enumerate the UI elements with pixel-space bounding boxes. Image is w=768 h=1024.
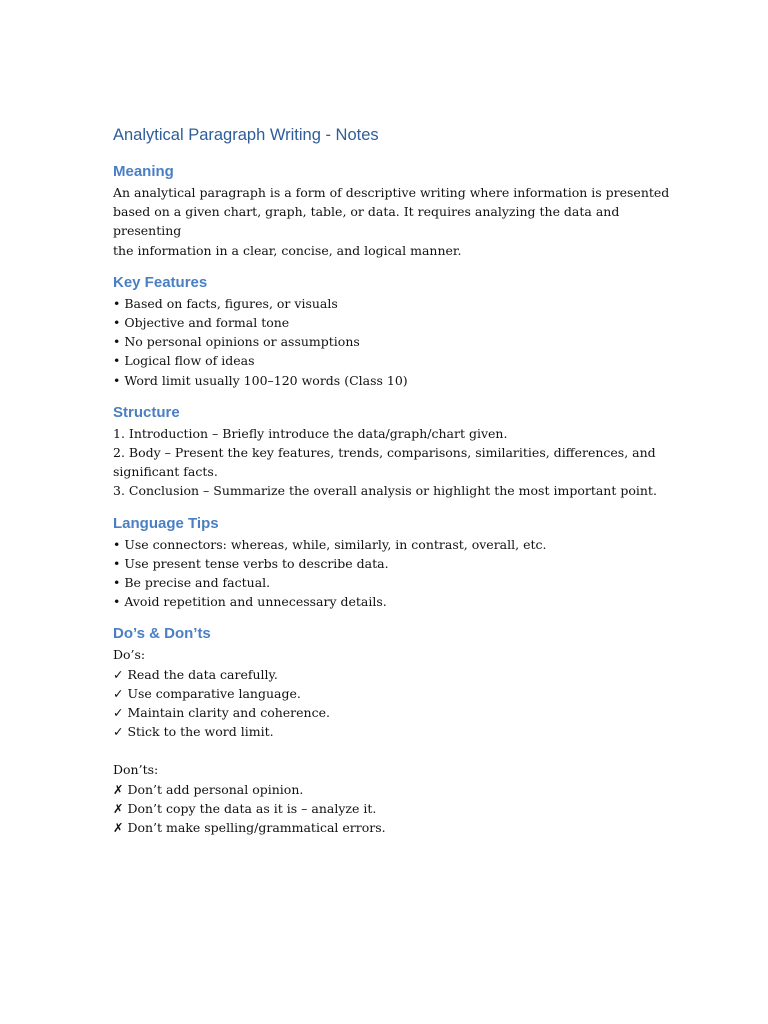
- donts-label: Don’ts:: [113, 762, 159, 778]
- language-tips-list: [113, 535, 673, 612]
- heading-key-features: Key Features: [113, 273, 208, 291]
- meaning-line: the information in a clear, concise, and logical manner.: [113, 242, 462, 258]
- list-item: • Logical flow of ideas: [113, 353, 255, 369]
- list-item: • Use present tense verbs to describe data.: [113, 555, 389, 571]
- meaning-line: An analytical paragraph is a form of descriptive writing where information is presented: [113, 185, 670, 200]
- list-item: • Objective and formal tone: [113, 315, 290, 331]
- section-dos-donts: [113, 623, 673, 837]
- document-content: [113, 124, 673, 849]
- heading-structure: Structure: [113, 403, 180, 421]
- dont-item: ✗ Don’t make spelling/grammatical errors.: [113, 820, 386, 836]
- do-item: ✓ Use comparative language.: [113, 685, 301, 701]
- structure-line: 3. Conclusion – Summarize the overall analysis or highlight the most important point.: [113, 483, 657, 499]
- heading-language-tips: Language Tips: [113, 514, 219, 532]
- dos-list: [113, 665, 673, 742]
- heading-meaning: Meaning: [113, 163, 174, 180]
- list-item: • Use connectors: whereas, while, similarly, in contrast, overall, etc.: [113, 536, 547, 552]
- donts-list: [113, 780, 673, 838]
- dos-label: Do’s:: [113, 647, 146, 663]
- dont-item: ✗ Don’t add personal opinion.: [113, 781, 304, 797]
- meaning-line: based on a given chart, graph, table, or data. It requires analyzing the data and presenting: [113, 204, 620, 239]
- do-item: ✓ Maintain clarity and coherence.: [113, 705, 330, 721]
- heading-dos-donts: Do’s & Don’ts: [113, 625, 211, 643]
- list-item: • Avoid repetition and unnecessary details.: [113, 594, 387, 610]
- list-item: • Word limit usually 100–120 words (Class 10): [113, 372, 408, 388]
- section-meaning: [113, 161, 673, 260]
- key-features-list: [113, 294, 673, 390]
- page-title: Analytical Paragraph Writing - Notes: [113, 126, 379, 144]
- do-item: ✓ Stick to the word limit.: [113, 724, 274, 740]
- section-language-tips: [113, 513, 673, 612]
- structure-line: 1. Introduction – Briefly introduce the data/graph/chart given.: [113, 425, 508, 441]
- structure-line: 2. Body – Present the key features, trends, comparisons, similarities, differences, and: [113, 445, 656, 461]
- structure-line: significant facts.: [113, 464, 218, 480]
- do-item: ✓ Read the data carefully.: [113, 666, 278, 682]
- list-item: • Be precise and factual.: [113, 575, 271, 591]
- list-item: • No personal opinions or assumptions: [113, 334, 360, 350]
- list-item: • Based on facts, figures, or visuals: [113, 295, 338, 311]
- dont-item: ✗ Don’t copy the data as it is – analyze it.: [113, 800, 377, 816]
- section-structure: [113, 402, 673, 501]
- spacer: [113, 741, 673, 760]
- section-key-features: [113, 272, 673, 390]
